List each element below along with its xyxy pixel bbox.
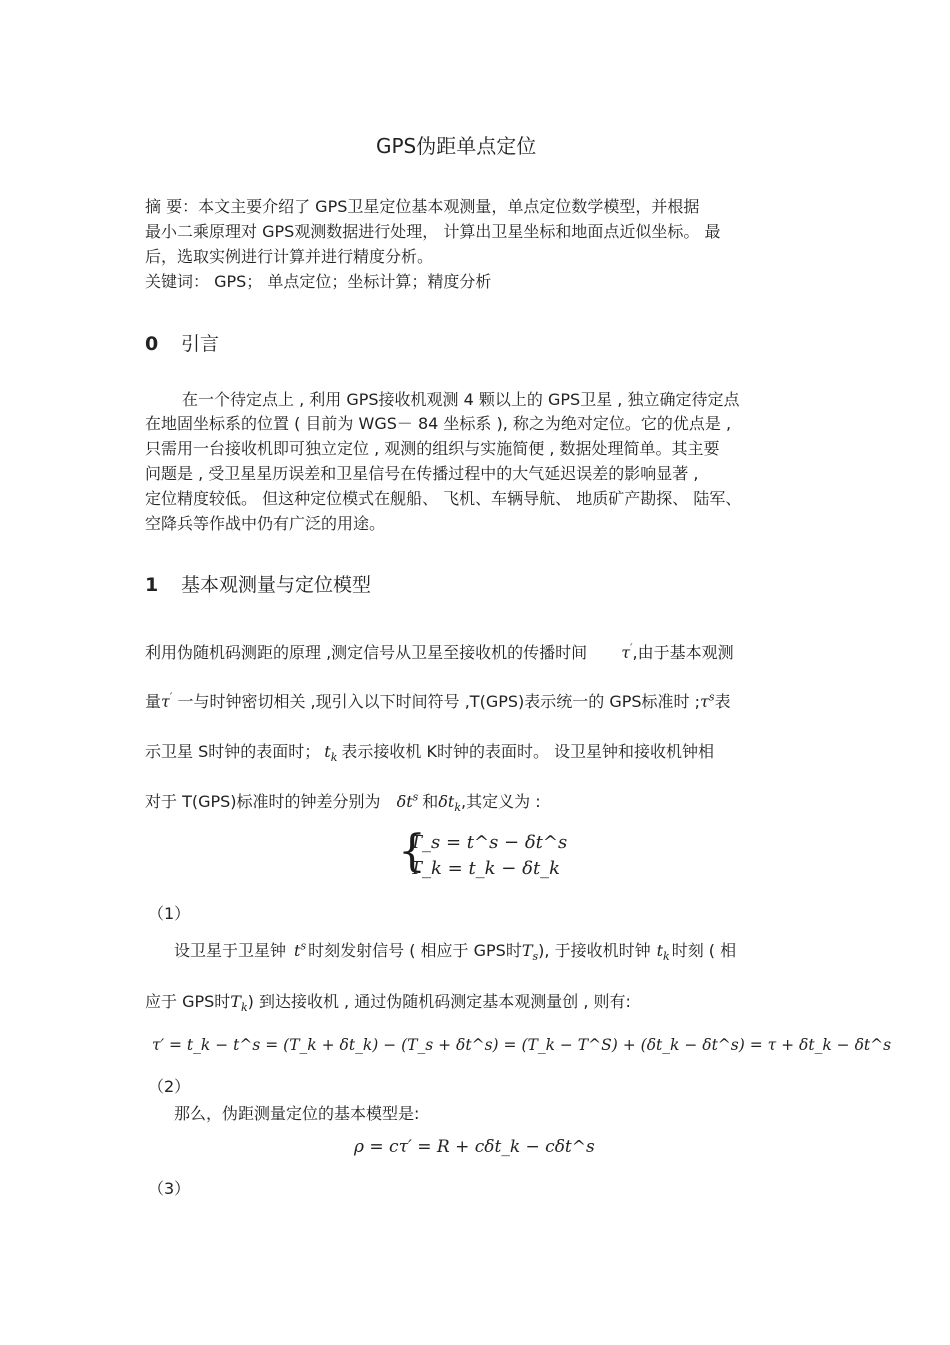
body-line: [145, 789, 541, 814]
section-number: 1: [145, 574, 159, 596]
tk-symbol: $t_k$: [324, 742, 338, 765]
tau-s-symbol: $\tau^s$: [700, 690, 715, 711]
equation-number: （2）: [148, 1077, 191, 1096]
body-line: [145, 989, 631, 1014]
section-title: 引言: [181, 333, 220, 355]
body-text: 表: [714, 692, 731, 711]
body-text: 一与时钟密切相关 ,现引入以下时间符号 ,T(GPS)表示统一的 GPS标准时 ;: [172, 692, 701, 711]
delta-tk-symbol: $\delta t_k$: [438, 792, 462, 815]
body-text: 时刻发射信号 ( 相应于 GPS时: [308, 941, 522, 960]
body-text: ), 于接收机时钟: [538, 941, 651, 960]
tk-symbol: $t_k$: [656, 941, 670, 964]
body-text: 对于 T(GPS)标准时的钟差分别为: [145, 792, 381, 811]
abstract-line: 最小二乘原理对 GPS观测数据进行处理， 计算出卫星坐标和地面点近似坐标。 最: [145, 222, 721, 241]
body-text: 和: [422, 792, 439, 811]
delta-ts-symbol: $\delta t^s$: [396, 790, 419, 811]
body-text: ) 到达接收机 , 通过伪随机码测定基本观测量创 , 则有:: [247, 992, 631, 1011]
body-line: 定位精度较低。 但这种定位模式在舰船、 飞机、车辆导航、 地质矿产勘探、 陆军、: [145, 489, 742, 508]
body-line: 问题是 , 受卫星星历误差和卫星信号在传播过程中的大气延迟误差的影响显著 ,: [145, 464, 699, 483]
equation-line: T_s = t^s − δt^s: [410, 832, 568, 853]
body-line: [145, 689, 731, 712]
page-title: GPS伪距单点定位: [376, 134, 537, 158]
ts-symbol: $t^s$: [294, 939, 307, 960]
body-line: [174, 938, 736, 963]
body-line: [145, 640, 734, 663]
section-heading: [145, 329, 219, 356]
equation-number: （1）: [148, 904, 191, 923]
Ts-symbol: $T_s$: [521, 941, 539, 964]
equation-3: ρ = cτ′ = R + cδt_k − cδt^s: [354, 1137, 595, 1157]
body-line: 空降兵等作战中仍有广泛的用途。: [145, 514, 386, 533]
abstract-line: 后，选取实例进行计算并进行精度分析。: [145, 247, 434, 266]
body-line: 只需用一台接收机即可独立定位 , 观测的组织与实施简便 , 数据处理简单。其主要: [145, 439, 720, 458]
section-heading: [145, 570, 371, 597]
body-line: 在一个待定点上 , 利用 GPS接收机观测 4 颗以上的 GPS卫星 , 独立确定待定点: [182, 390, 740, 409]
abstract-line: 摘 要：本文主要介绍了 GPS卫星定位基本观测量，单点定位数学模型，并根据: [145, 197, 700, 216]
body-text: 表示接收机 K时钟的表面时。 设卫星钟和接收机钟相: [341, 742, 715, 761]
tau-prime-symbol: τ′: [621, 641, 633, 662]
body-text: 应于 GPS时: [145, 992, 231, 1011]
body-text: ,由于基本观测: [632, 643, 734, 662]
section-number: 0: [145, 333, 159, 355]
body-line: 那么，伪距测量定位的基本模型是:: [174, 1104, 420, 1123]
section-title: 基本观测量与定位模型: [181, 574, 372, 596]
equation-line: T_k = t_k − δt_k: [410, 858, 561, 879]
equation-number: （3）: [148, 1179, 191, 1198]
Tk-symbol: $T_k$: [230, 992, 248, 1015]
body-line: [145, 739, 714, 764]
body-text: 设卫星于卫星钟: [174, 941, 287, 960]
body-line: 在地固坐标系的位置 ( 目前为 WGS－ 84 坐标系 ), 称之为绝对定位。它的优点是 ,: [145, 414, 732, 433]
body-text: 利用伪随机码测距的原理 ,测定信号从卫星至接收机的传播时间: [145, 643, 588, 662]
keywords: 关键词： GPS； 单点定位；坐标计算；精度分析: [145, 272, 492, 291]
body-text: 示卫星 S时钟的表面时；: [145, 742, 321, 761]
body-text: ,其定义为 :: [461, 792, 541, 811]
body-text: 量: [145, 692, 162, 711]
body-text: 时刻 ( 相: [671, 941, 737, 960]
equation-2: τ′ = t_k − t^s = (T_k + δt_k) − (T_s + δt^s) = (T_k − T^S) + (δt_k − δt^s) = τ + δt_k − δt^s: [152, 1036, 892, 1054]
tau-prime-symbol: τ′: [161, 690, 173, 711]
brace-symbol: {: [398, 826, 426, 877]
